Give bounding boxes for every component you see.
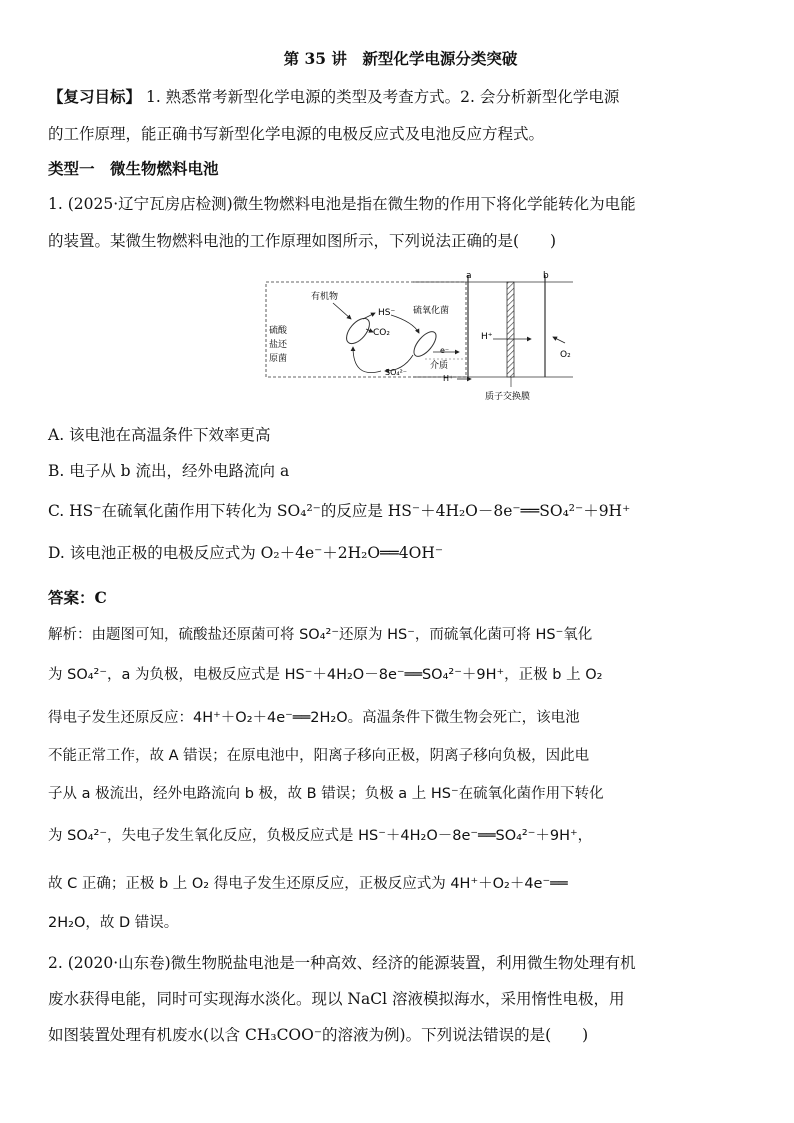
explanation-line-4: 不能正常工作，故 A 错误；在原电池中，阳离子移向正极，阴离子移向负极，因此电 bbox=[48, 748, 590, 764]
question-2-stem-line-2: 废水获得电能，同时可实现海水淡化。现以 NaCl 溶液模拟海水，采用惰性电极，用 bbox=[48, 990, 625, 1008]
explanation-line-7: 故 C 正确；正极 b 上 O₂ 得电子发生还原反应，正极反应式为 4H⁺＋O₂＋4e⁻══ bbox=[48, 876, 568, 892]
page-title: 第 35 讲 新型化学电源分类突破 bbox=[283, 49, 518, 68]
option-c: C. HS⁻在硫氧化菌作用下转化为 SO₄²⁻的反应是 HS⁻＋4H₂O－8e⁻══SO₄²⁻＋9H⁺ bbox=[48, 502, 631, 520]
sob-bacterium bbox=[410, 328, 440, 360]
question-1-stem-line-1: 1. (2025·辽宁瓦房店检测)微生物燃料电池是指在微生物的作用下将化学能转化为电能 bbox=[48, 195, 636, 213]
electrode-a-label: a bbox=[466, 271, 472, 281]
review-goals-label: 【复习目标】 bbox=[48, 87, 142, 106]
review-goals-line-2: 的工作原理，能正确书写新型化学电源的电极反应式及电池反应方程式。 bbox=[48, 125, 545, 143]
fuel-cell-diagram bbox=[263, 267, 583, 417]
sulfur-oxidizing-bacteria-label: 硫氧化菌 bbox=[413, 306, 450, 316]
answer-line: 答案：C bbox=[48, 588, 107, 607]
proton-exchange-membrane bbox=[507, 282, 514, 377]
question-1-stem-line-2: 的装置。某微生物燃料电池的工作原理如图所示，下列说法正确的是( ) bbox=[48, 232, 557, 250]
section-heading-type-1: 类型一 微生物燃料电池 bbox=[48, 159, 219, 178]
hplus-bottom-label: H⁺ bbox=[443, 374, 454, 383]
option-a: A. 该电池在高温条件下效率更高 bbox=[48, 426, 271, 444]
srb-bacterium bbox=[342, 314, 374, 347]
electrode-b-label: b bbox=[543, 271, 549, 281]
explanation-line-1: 解析：由题图可知，硫酸盐还原菌可将 SO₄²⁻还原为 HS⁻，而硫氧化菌可将 HS⁻氧化 bbox=[48, 627, 593, 643]
option-d: D. 该电池正极的电极反应式为 O₂＋4e⁻＋2H₂O══4OH⁻ bbox=[48, 544, 444, 562]
membrane-label: 质子交换膜 bbox=[485, 392, 531, 402]
srb-label-3: 原菌 bbox=[269, 354, 288, 364]
explanation-line-5: 子从 a 极流出，经外电路流向 b 极，故 B 错误；负极 a 上 HS⁻在硫氧化菌作用下转化 bbox=[48, 786, 604, 802]
explanation-line-2: 为 SO₄²⁻，a 为负极，电极反应式是 HS⁻＋4H₂O－8e⁻══SO₄²⁻＋9H⁺，正极 b 上 O₂ bbox=[48, 667, 603, 683]
option-b: B. 电子从 b 流出，经外电路流向 a bbox=[48, 462, 290, 480]
medium-label: 介质 bbox=[430, 361, 449, 371]
review-goals-text: 1. 熟悉常考新型化学电源的类型及考查方式。2. 会分析新型化学电源 bbox=[145, 88, 620, 106]
sulfate-label: SO₄²⁻ bbox=[385, 368, 408, 377]
explanation-line-3: 得电子发生还原反应：4H⁺＋O₂＋4e⁻══2H₂O。高温条件下微生物会死亡，该电池 bbox=[48, 710, 580, 726]
srb-label-1: 硫酸 bbox=[269, 326, 288, 336]
explanation-line-8: 2H₂O，故 D 错误。 bbox=[48, 915, 179, 931]
explanation-line-6: 为 SO₄²⁻，失电子发生氧化反应，负极反应式是 HS⁻＋4H₂O－8e⁻══SO₄²⁻＋9H⁺， bbox=[48, 828, 593, 844]
electron-label: e⁻ bbox=[440, 346, 450, 355]
o2-label: O₂ bbox=[560, 350, 571, 360]
organic-label: 有机物 bbox=[311, 292, 339, 302]
review-goals-line-1 bbox=[48, 86, 753, 108]
hplus-membrane-label: H⁺ bbox=[481, 332, 493, 342]
question-2-stem-line-1: 2. (2020·山东卷)微生物脱盐电池是一种高效、经济的能源装置，利用微生物处理有机 bbox=[48, 954, 636, 972]
co2-label: CO₂ bbox=[373, 328, 390, 338]
hs-label: HS⁻ bbox=[378, 308, 396, 318]
question-2-stem-line-3: 如图装置处理有机废水(以含 CH₃COO⁻的溶液为例)。下列说法错误的是( ) bbox=[48, 1026, 589, 1044]
srb-label-2: 盐还 bbox=[269, 340, 288, 350]
